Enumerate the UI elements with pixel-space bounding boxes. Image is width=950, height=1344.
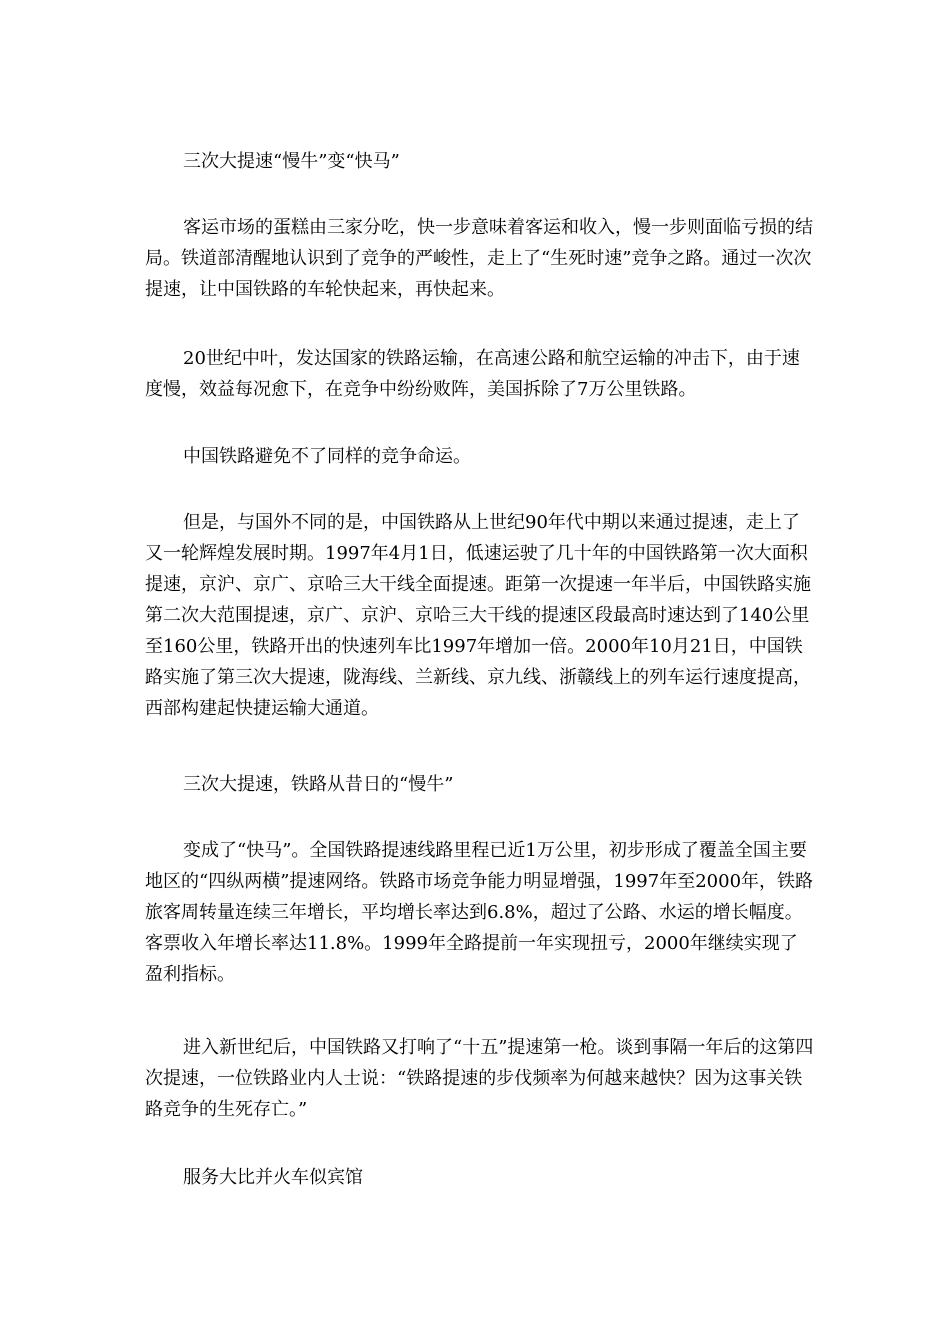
section-heading-speedup: 三次大提速“慢牛”变“快马” <box>183 151 400 172</box>
section-heading-service: 服务大比并火车似宾馆 <box>183 1167 363 1188</box>
paragraph-slow-ox: 三次大提速，铁路从昔日的“慢牛” <box>183 774 454 795</box>
paragraph-three-speedups: 但是，与国外不同的是，中国铁路从上世纪90年代中期以来通过提速，走上了又一轮辉煌发展时期。1997年4月1日，低速运驶了几十年的中国铁路第一次大面积提速，京沪、京广、京哈三大干线全面提速。距第一次提速一年半后，中国铁路实施第二次大范围提速，京广、京沪、京哈三大干线的提速区段最高时速达到了140公里至160公里，铁路开出的快速列车比1997年增加一倍。2000年10月21日，中国铁路实施了第三次大提速，陇海线、兰新线、京九线、浙赣线上的列车运行速度提高，西部构建起快捷运输大通道。 <box>145 512 811 719</box>
paragraph-fast-horse: 变成了“快马”。全国铁路提速线路里程已近1万公里，初步形成了覆盖全国主要地区的“四纵两横”提速网络。铁路市场竞争能力明显增强，1997年至2000年，铁路旅客周转量连续三年增长，平均增长率达到6.8%，超过了公路、水运的增长幅度。客票收入年增长率达11.8%。1999年全路提前一年实现扭亏，2000年继续实现了盈利指标。 <box>145 840 814 985</box>
paragraph-foreign-railways: 20世纪中叶，发达国家的铁路运输，在高速公路和航空运输的冲击下，由于速度慢，效益每况愈下，在竞争中纷纷败阵，美国拆除了7万公里铁路。 <box>145 348 800 400</box>
paragraph-china-fate: 中国铁路避免不了同样的竞争命运。 <box>183 446 471 467</box>
paragraph-fourth-speedup: 进入新世纪后，中国铁路又打响了“十五”提速第一枪。谈到事隔一年后的这第四次提速，一位铁路业内人士说：“铁路提速的步伐频率为何越来越快？因为这事关铁路竞争的生死存亡。” <box>145 1037 814 1120</box>
paragraph-market-competition: 客运市场的蛋糕由三家分吃，快一步意味着客运和收入，慢一步则面临亏损的结局。铁道部清醒地认识到了竞争的严峻性，走上了“生死时速”竞争之路。通过一次次提速，让中国铁路的车轮快起来，再快起来。 <box>145 217 813 300</box>
